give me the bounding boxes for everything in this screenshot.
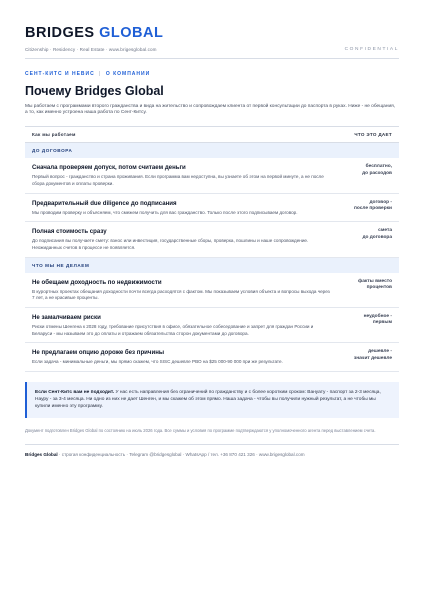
table-row — [25, 222, 399, 257]
kicker-separator: | — [99, 70, 102, 77]
benefit-line: первым — [372, 320, 392, 326]
row-title: Не предлагаем опцию дороже без причины — [32, 349, 165, 357]
benefit-line: процентов — [366, 285, 392, 291]
row-benefit — [330, 314, 392, 337]
benefit-line: после проверки — [353, 206, 392, 212]
brand-logo — [25, 26, 163, 41]
benefit-line: бесплатно, — [365, 164, 392, 170]
tagline: Citizenship · Residency · Real Estate · www.brigesglobal.com — [25, 46, 157, 52]
footer-contacts: · строгая конфиденциальность · Telegram @bridgesglobal · WhatsApp / тел. +36 870 421 326 · www.brigesglobal.com — [57, 451, 305, 457]
row-title: Полная стоимость сразу — [32, 228, 107, 236]
benefit-line: значит дешевле — [353, 355, 392, 361]
page-footer — [25, 444, 399, 457]
row-benefit — [330, 164, 392, 187]
row-title: Не замалчиваем риски — [32, 314, 101, 321]
table-header — [25, 126, 399, 143]
benefit-line: смета — [378, 228, 392, 234]
table-row — [25, 194, 399, 223]
benefit-line: до расходов — [362, 170, 392, 176]
row-benefit — [330, 200, 392, 217]
row-description: Если задача - минимальные деньги, мы прямо скажем, что SISC дешевле РВО на $25 000-90 000 при же результате. — [32, 359, 283, 365]
comparison-table — [25, 126, 399, 372]
row-benefit — [330, 349, 392, 366]
alternative-callout — [25, 382, 399, 418]
section-kicker — [25, 71, 399, 77]
footer-brand: Bridges Global — [25, 451, 58, 457]
table-row — [25, 273, 399, 308]
table-row — [25, 343, 399, 372]
brand-main: BRIDGES — [25, 25, 95, 41]
column-header-benefit: ЧТО ЭТО ДАЕТ — [354, 132, 392, 138]
brand-accent: GLOBAL — [99, 25, 164, 41]
benefit-line: до договора — [362, 234, 392, 240]
table-row — [25, 308, 399, 343]
benefit-line: дешевле - — [368, 349, 392, 355]
table-row — [25, 158, 399, 193]
row-title: Сначала проверяем допуск, потом считаем деньги — [32, 164, 186, 172]
row-benefit — [330, 279, 392, 302]
column-header-how: Как мы работаем — [32, 132, 76, 138]
benefit-line: неудобное - — [363, 314, 392, 319]
section-what-we-dont-do: ЧТО МЫ НЕ ДЕЛАЕМ — [25, 258, 399, 273]
page-title: Почему Bridges Global — [25, 83, 164, 98]
callout-text: У нас есть направления без ограничений по гражданству и с более коротким сроком: Вануату - паспорт за 2-3 месяца, Науру - за 3-4 месяца. Ни одно из них не дает Шенген, и мы скажем об этом прямо. Наша задача - чтобы вы получили нужный результат, а не чтобы мы купили именно эту программу. — [35, 389, 381, 410]
row-description: Риски отмены Шенгена к 2028 году, требование присутствия в офисе, обязательное собеседование и запрет для граждан России и Беларуси - мы называем это до оплаты и отражаем обязательства сторон документами до договора. — [32, 324, 314, 336]
row-description: Первый вопрос - гражданство и страна проживания. Если программа вам недоступна, вы узнаете об этом на первой минуте, а не после сбора документов и оплаты проверки. — [32, 174, 324, 187]
disclaimer-note: Документ подготовлен Bridges Global по состоянию на июль 2026 года. Все суммы и условия по программе подтверждаются у уполномоченного агента перед выставлением счета. — [25, 427, 376, 433]
confidential-label: CONFIDENTIAL — [344, 46, 399, 52]
row-title: Предварительный due diligence до подписания — [32, 199, 177, 207]
kicker-country: СЕНТ-КИТС И НЕВИС — [25, 70, 95, 77]
row-benefit — [330, 228, 392, 251]
benefit-line: договор - — [369, 199, 392, 205]
row-description: В курортных проектах обещания доходности почти всегда расходятся с фактом. Мы показываем условия объекта и вопросы выхода через 7 лет, а не красивые проценты. — [32, 288, 330, 301]
row-description: До подписания вы получаете смету: взнос или инвестиция, государственные сборы, проверка, пошлины и наше сопровождение. Неожиданных счетов в процессе не появляется. — [32, 238, 309, 251]
kicker-topic: О КОМПАНИИ — [105, 70, 151, 77]
benefit-line: факты вместо — [358, 278, 392, 284]
section-before-contract: ДО ДОГОВОРА — [25, 143, 399, 158]
header-subline — [25, 47, 399, 59]
callout-lead: Если Сент-Китс вам не подходит. — [35, 389, 115, 395]
row-description: Мы проводим проверку и объясняем, что смежем получить для вас гражданство. Только после этого подписываем договор. — [32, 209, 298, 215]
header — [25, 26, 399, 41]
row-title: Не обещаем доходность по недвижимости — [32, 278, 162, 286]
intro-paragraph: Мы работаем с программами второго гражданства и вида на жительство и сопровождаем клиента от первой консультации до паспорта в руках. Ниже - не обещания, а то, как именно устроена наша работа по Сент-Китсу. — [25, 103, 396, 116]
